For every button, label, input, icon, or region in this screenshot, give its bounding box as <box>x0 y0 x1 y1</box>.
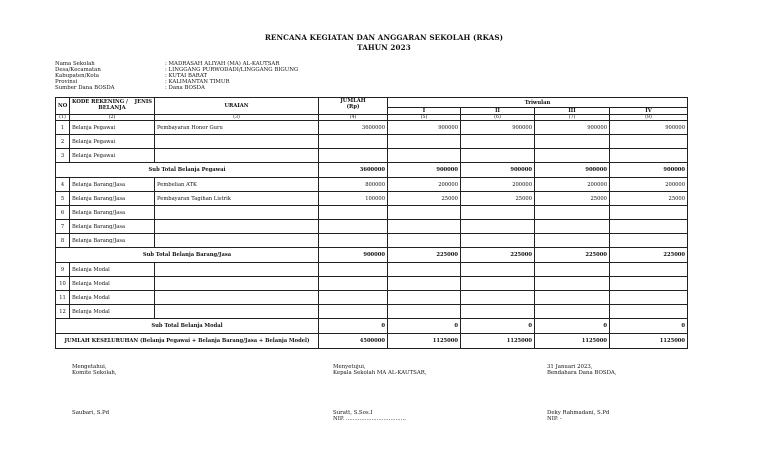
header-uraian: URAIAN <box>155 98 319 115</box>
subtotal-q1: 0 <box>388 319 461 334</box>
cell-uraian: Pembelian ATK <box>155 178 319 192</box>
cell-q4 <box>610 277 688 291</box>
cell-q1 <box>388 263 461 277</box>
cell-no: 5 <box>56 192 70 206</box>
cell-jumlah <box>319 305 388 319</box>
cell-jenis-belanja: Belanja Barang/Jasa <box>70 178 155 192</box>
cell-no: 8 <box>56 234 70 248</box>
header-kode-jenis <box>70 98 155 115</box>
cell-no: 6 <box>56 206 70 220</box>
sig-line: Menyetujui, <box>333 364 366 370</box>
subtotal-row <box>56 334 688 349</box>
cell-jenis-belanja: Belanja Barang/Jasa <box>70 234 155 248</box>
cell-q3 <box>535 291 610 305</box>
cell-q3 <box>535 206 610 220</box>
cell-q4 <box>610 149 688 163</box>
header-jumlah-label: JUMLAH <box>340 98 366 104</box>
cell-jumlah <box>319 291 388 305</box>
cell-q3 <box>535 220 610 234</box>
cell-jumlah: 3600000 <box>319 121 388 135</box>
signature-kepala-sekolah <box>333 364 427 422</box>
header-q4: IV <box>610 108 688 115</box>
info-label: Provinsi <box>55 79 78 86</box>
cell-q2 <box>461 220 535 234</box>
header-q2: II <box>461 108 535 115</box>
table-row <box>56 234 688 248</box>
cell-q1: 200000 <box>388 178 461 192</box>
table-row <box>56 277 688 291</box>
cell-q1 <box>388 149 461 163</box>
cell-uraian: Pembayaran Tagihan Listrik <box>155 192 319 206</box>
cell-uraian <box>155 135 319 149</box>
table-row <box>56 121 688 135</box>
cell-q2 <box>461 234 535 248</box>
subtotal-q4: 225000 <box>610 248 688 263</box>
table-row <box>56 263 688 277</box>
subtotal-q2: 1125000 <box>461 334 535 349</box>
info-value: : KUTAI BARAT <box>165 73 208 80</box>
subtotal-jumlah: 4500000 <box>319 334 388 349</box>
col-index: (1) <box>56 115 70 121</box>
cell-no: 9 <box>56 263 70 277</box>
info-value: : MADRASAH ALIYAH (MA) AL-KAUTSAR <box>165 61 280 67</box>
cell-q2 <box>461 206 535 220</box>
cell-jenis-belanja: Belanja Pegawai <box>70 121 155 135</box>
signature-bendahara <box>547 364 617 422</box>
cell-q3 <box>535 277 610 291</box>
cell-no: 10 <box>56 277 70 291</box>
cell-no: 3 <box>56 149 70 163</box>
sig-line: Bendahara Dana BOSDA, <box>547 370 617 377</box>
info-label: Sumber Dana BOSDA <box>55 85 115 92</box>
cell-uraian <box>155 220 319 234</box>
sig-name: Deky Rahmadani, S.Pd <box>547 409 610 416</box>
cell-jumlah <box>319 135 388 149</box>
cell-jumlah <box>319 149 388 163</box>
cell-q3 <box>535 263 610 277</box>
cell-q3 <box>535 234 610 248</box>
subtotal-label: Sub Total Belanja Modal <box>56 319 319 334</box>
table-row <box>56 206 688 220</box>
header-no: NO <box>56 98 70 115</box>
sig-name: Saubari, S.Pd <box>72 409 110 416</box>
cell-q4: 200000 <box>610 178 688 192</box>
table-row <box>56 291 688 305</box>
cell-no: 1 <box>56 121 70 135</box>
cell-uraian <box>155 277 319 291</box>
cell-uraian <box>155 263 319 277</box>
info-label: Nama Sekolah <box>55 61 95 67</box>
subtotal-q3: 900000 <box>535 163 610 178</box>
cell-jumlah: 100000 <box>319 192 388 206</box>
cell-q1 <box>388 291 461 305</box>
col-index: (2) <box>70 115 155 121</box>
cell-q1 <box>388 305 461 319</box>
cell-jumlah <box>319 206 388 220</box>
col-index: (4) <box>319 115 388 121</box>
subtotal-jumlah: 3600000 <box>319 163 388 178</box>
cell-jenis-belanja: Belanja Barang/Jasa <box>70 206 155 220</box>
document-year: TAHUN 2023 <box>357 43 411 52</box>
cell-q2 <box>461 277 535 291</box>
cell-jenis-belanja: Belanja Barang/Jasa <box>70 220 155 234</box>
sig-line: Kepala Sekolah MA AL-KAUTSAR, <box>333 370 427 377</box>
col-index: (6) <box>461 115 535 121</box>
header-kode: KODE REKENING / <box>72 99 128 106</box>
subtotal-row <box>56 248 688 263</box>
header-jenis: JENIS <box>134 99 152 106</box>
cell-q3: 900000 <box>535 121 610 135</box>
cell-jenis-belanja: Belanja Pegawai <box>70 135 155 149</box>
sig-line: Komite Sekolah, <box>72 370 117 377</box>
document-title: RENCANA KEGIATAN DAN ANGGARAN SEKOLAH (RKAS) <box>264 33 504 42</box>
sig-name: Suratt, S.Sos.I <box>333 409 373 416</box>
cell-uraian <box>155 234 319 248</box>
cell-jumlah <box>319 277 388 291</box>
subtotal-label: Sub Total Belanja Barang/Jasa <box>56 248 319 263</box>
table-row <box>56 135 688 149</box>
cell-jenis-belanja: Belanja Modal <box>70 263 155 277</box>
header-belanja: BELANJA <box>98 105 126 111</box>
table-row <box>56 305 688 319</box>
cell-q3: 25000 <box>535 192 610 206</box>
subtotal-q3: 1125000 <box>535 334 610 349</box>
sig-line: 31 Januari 2023, <box>547 364 593 370</box>
subtotal-q2: 900000 <box>461 163 535 178</box>
cell-q4 <box>610 263 688 277</box>
info-value: : KALIMANTAN TIMUR <box>165 79 230 86</box>
table-row <box>56 192 688 206</box>
header-rp: (Rp) <box>346 104 360 110</box>
subtotal-q4: 0 <box>610 319 688 334</box>
table-row <box>56 178 688 192</box>
cell-q4 <box>610 135 688 149</box>
cell-uraian: Pembayaran Honor Guru <box>155 121 319 135</box>
cell-q2 <box>461 291 535 305</box>
subtotal-q1: 900000 <box>388 163 461 178</box>
cell-q2 <box>461 149 535 163</box>
cell-q2: 900000 <box>461 121 535 135</box>
col-index: (5) <box>388 115 461 121</box>
cell-no: 2 <box>56 135 70 149</box>
cell-no: 7 <box>56 220 70 234</box>
cell-uraian <box>155 149 319 163</box>
cell-q4: 25000 <box>610 192 688 206</box>
cell-no: 11 <box>56 291 70 305</box>
cell-q1: 25000 <box>388 192 461 206</box>
cell-q1 <box>388 206 461 220</box>
header-q1: I <box>388 108 461 115</box>
cell-q4 <box>610 291 688 305</box>
col-index: (3) <box>155 115 319 121</box>
table-body <box>56 121 688 349</box>
subtotal-jumlah: 0 <box>319 319 388 334</box>
sig-line: Mengetahui, <box>72 364 107 370</box>
cell-q4 <box>610 234 688 248</box>
subtotal-q4: 1125000 <box>610 334 688 349</box>
cell-jumlah <box>319 234 388 248</box>
cell-q4 <box>610 220 688 234</box>
subtotal-label: JUMLAH KESELURUHAN (Belanja Pegawai + Belanja Barang/Jasa + Belanja Model) <box>56 334 319 349</box>
cell-q1 <box>388 135 461 149</box>
subtotal-q3: 0 <box>535 319 610 334</box>
header-triwulan: Triwulan <box>388 98 688 108</box>
cell-q2: 200000 <box>461 178 535 192</box>
cell-jumlah <box>319 220 388 234</box>
cell-q2 <box>461 305 535 319</box>
sig-nip: NIP. ................................... <box>333 415 406 422</box>
cell-uraian <box>155 291 319 305</box>
cell-q2 <box>461 263 535 277</box>
cell-no: 12 <box>56 305 70 319</box>
info-row-sumber-dana <box>55 85 298 91</box>
col-index: (8) <box>610 115 688 121</box>
cell-q4 <box>610 206 688 220</box>
cell-q4 <box>610 305 688 319</box>
cell-q3: 200000 <box>535 178 610 192</box>
cell-uraian <box>155 305 319 319</box>
cell-no: 4 <box>56 178 70 192</box>
header-jumlah <box>319 98 388 115</box>
subtotal-q2: 225000 <box>461 248 535 263</box>
subtotal-q1: 225000 <box>388 248 461 263</box>
cell-q2 <box>461 135 535 149</box>
cell-jenis-belanja: Belanja Modal <box>70 277 155 291</box>
cell-q4: 900000 <box>610 121 688 135</box>
col-index: (7) <box>535 115 610 121</box>
rkas-table <box>55 97 688 349</box>
cell-jenis-belanja: Belanja Pegawai <box>70 149 155 163</box>
subtotal-q3: 225000 <box>535 248 610 263</box>
cell-uraian <box>155 206 319 220</box>
cell-q1: 900000 <box>388 121 461 135</box>
cell-jumlah: 800000 <box>319 178 388 192</box>
subtotal-q1: 1125000 <box>388 334 461 349</box>
sig-nip: NIP. - <box>547 415 562 422</box>
cell-q1 <box>388 234 461 248</box>
subtotal-q2: 0 <box>461 319 535 334</box>
subtotal-row <box>56 319 688 334</box>
subtotal-jumlah: 900000 <box>319 248 388 263</box>
cell-jenis-belanja: Belanja Barang/Jasa <box>70 192 155 206</box>
info-value: : Dana BOSDA <box>165 85 205 92</box>
cell-jenis-belanja: Belanja Modal <box>70 291 155 305</box>
info-label: Kabupaten/Kota <box>55 73 99 80</box>
info-label: Desa/Kecamatan <box>55 67 101 74</box>
cell-q3 <box>535 149 610 163</box>
header-q3: III <box>535 108 610 115</box>
table-row <box>56 220 688 234</box>
cell-q1 <box>388 220 461 234</box>
subtotal-row <box>56 163 688 178</box>
info-value: : LINGGANG PURWODADI/LINGGANG BIGUNG <box>165 67 299 74</box>
cell-jenis-belanja: Belanja Modal <box>70 305 155 319</box>
table-row <box>56 149 688 163</box>
cell-q2: 25000 <box>461 192 535 206</box>
cell-q3 <box>535 305 610 319</box>
school-info <box>55 61 298 91</box>
subtotal-label: Sub Total Belanja Pegawai <box>56 163 319 178</box>
cell-jumlah <box>319 263 388 277</box>
cell-q3 <box>535 135 610 149</box>
subtotal-q4: 900000 <box>610 163 688 178</box>
signature-komite <box>72 364 117 416</box>
cell-q1 <box>388 277 461 291</box>
